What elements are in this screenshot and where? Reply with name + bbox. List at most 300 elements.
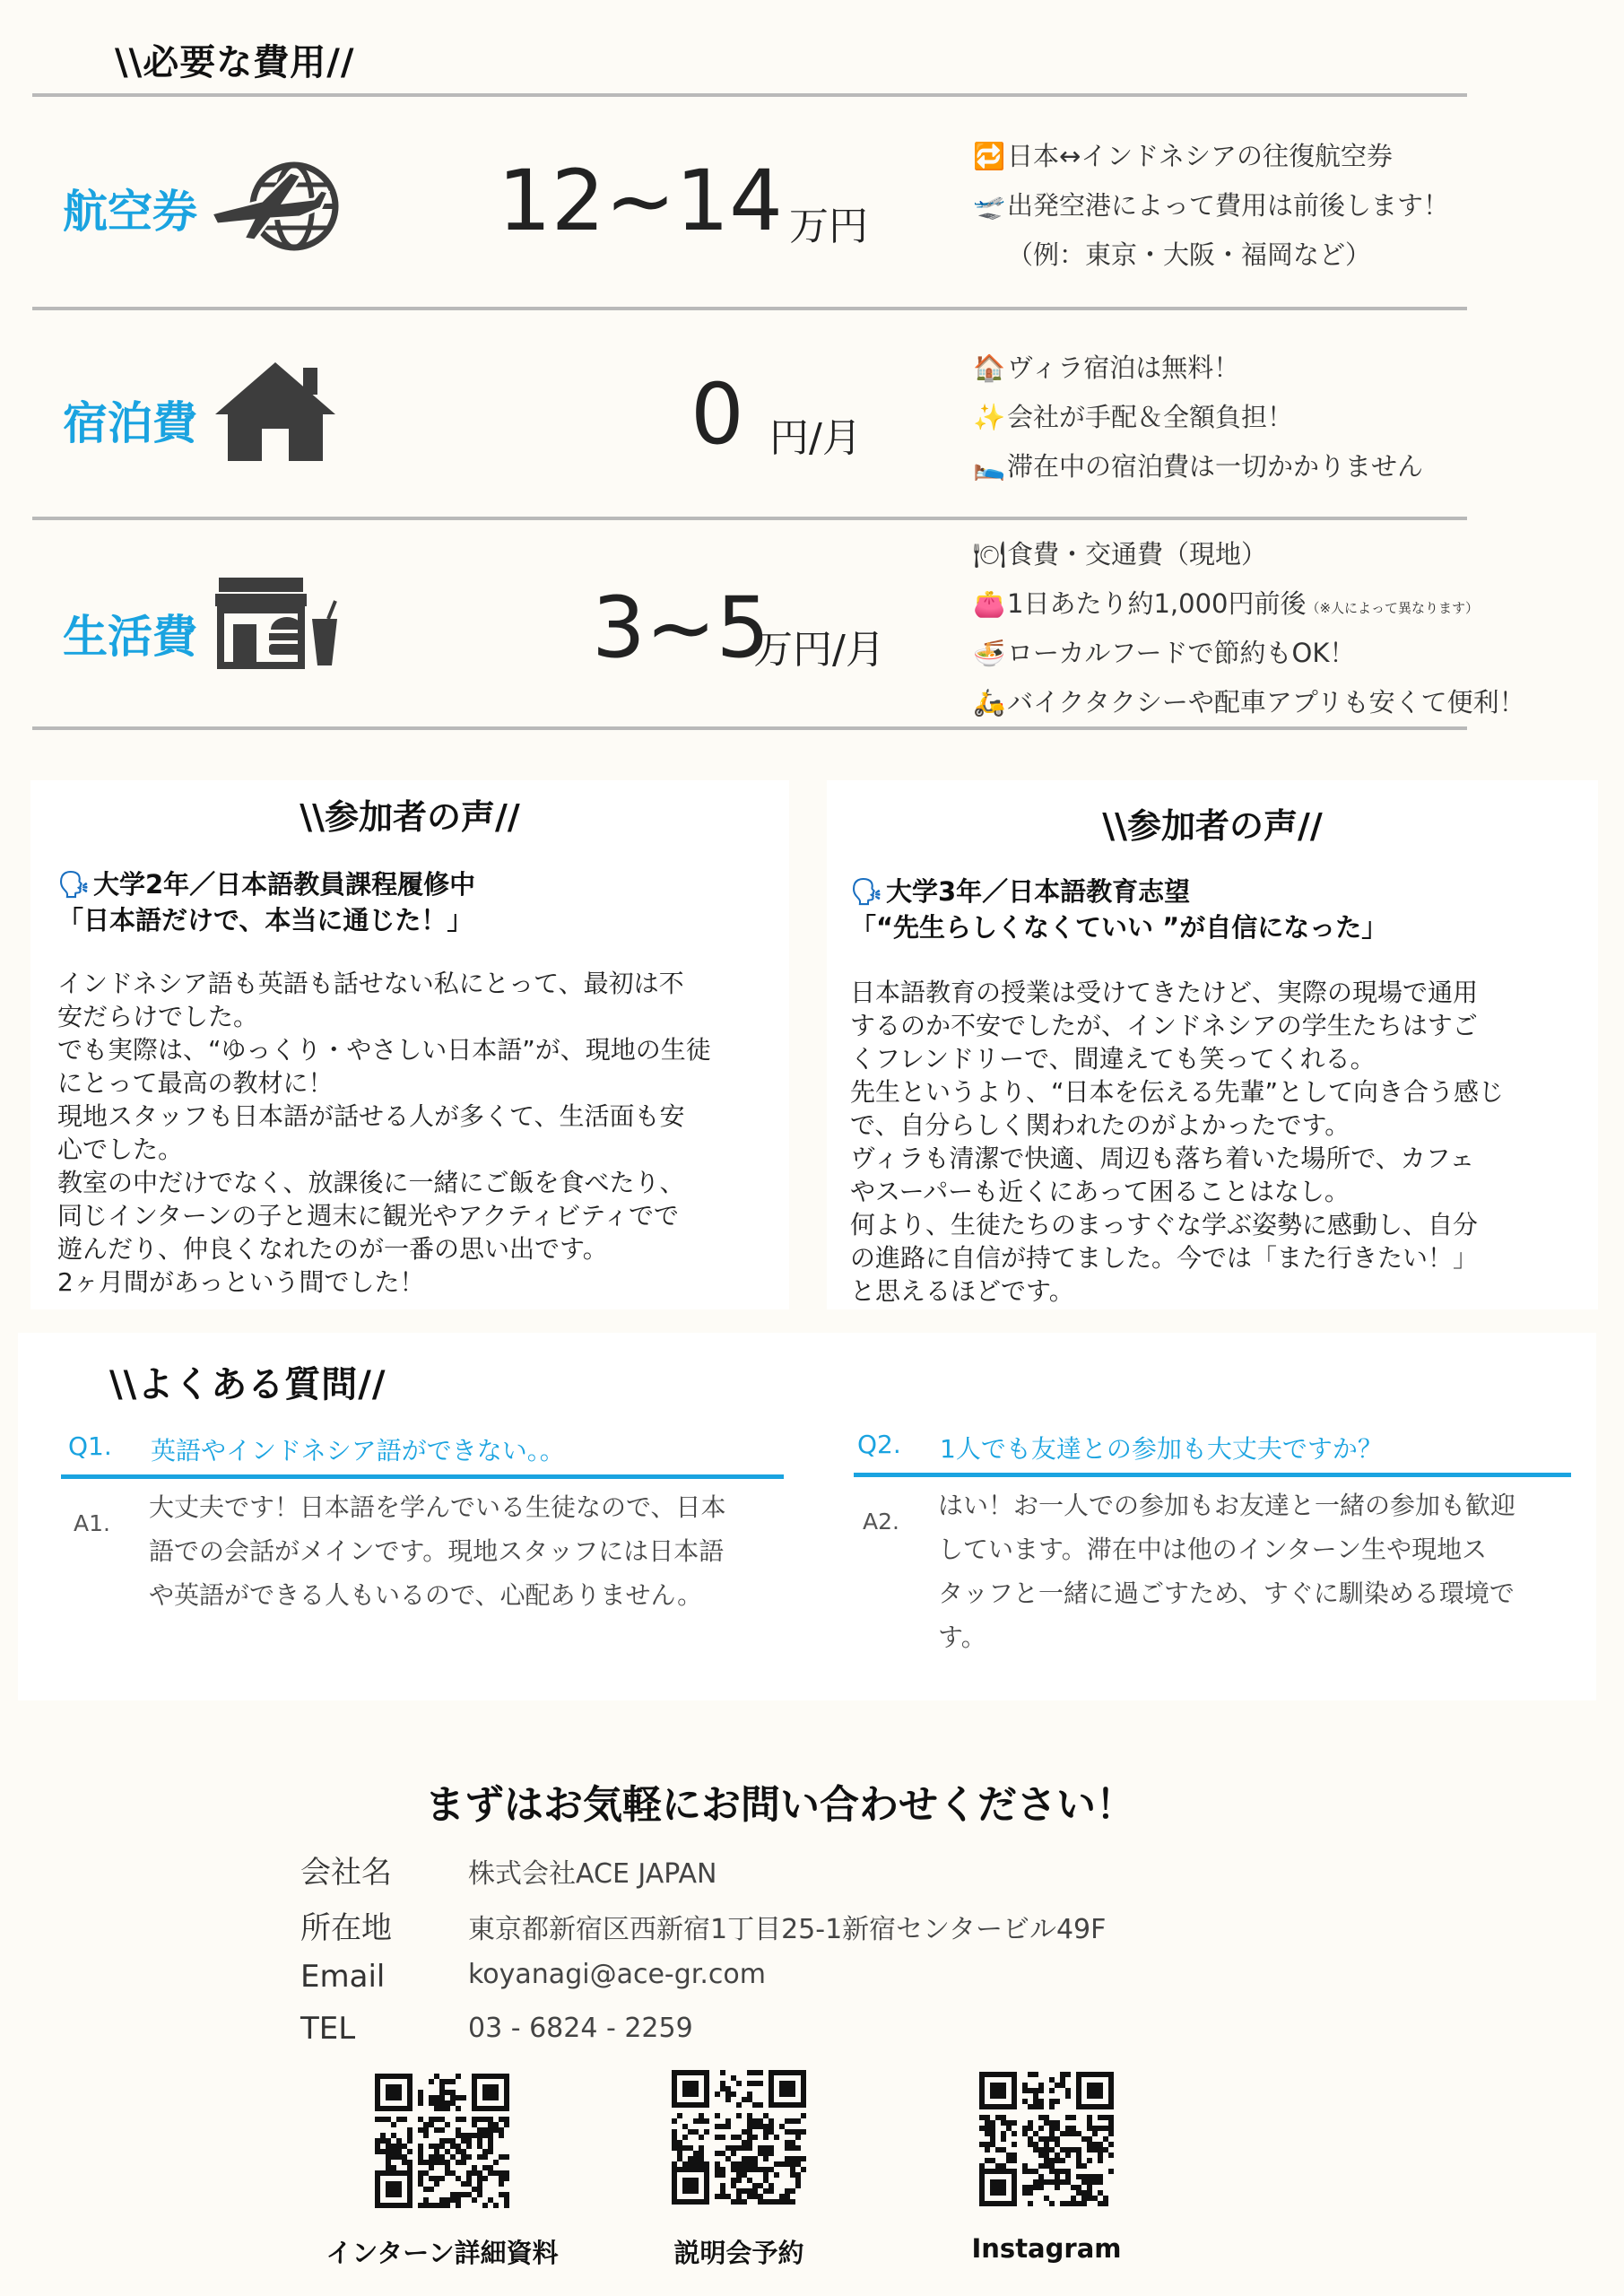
qr-module <box>699 2199 704 2205</box>
qr-module <box>699 2135 704 2140</box>
qr-module <box>472 2074 477 2079</box>
qr-module <box>396 2203 402 2208</box>
qr-module <box>472 2106 477 2111</box>
qr-module <box>391 2170 396 2176</box>
qr-module <box>1065 2131 1071 2136</box>
qr-module <box>488 2133 493 2138</box>
qr-module <box>699 2102 704 2108</box>
qr-module <box>995 2185 1001 2190</box>
qr-module <box>1087 2120 1092 2126</box>
qr-module <box>990 2169 995 2174</box>
qr-module <box>742 2097 747 2102</box>
qr-module <box>995 2147 1001 2152</box>
qr-module <box>752 2161 758 2167</box>
qr-module <box>769 2070 774 2075</box>
qr-module <box>445 2106 450 2111</box>
qr-module <box>790 2167 795 2172</box>
qr-module <box>407 2133 413 2138</box>
qr-module <box>1049 2201 1055 2206</box>
qr-module <box>1103 2147 1108 2152</box>
qr-module <box>423 2170 429 2176</box>
qr-module <box>769 2167 774 2172</box>
qr-module <box>1076 2088 1081 2093</box>
qr-module <box>731 2145 736 2151</box>
qr-module <box>785 2161 790 2167</box>
qr-module <box>1071 2115 1076 2120</box>
qr-module <box>682 2199 688 2205</box>
qr-module <box>672 2161 677 2167</box>
qr-module <box>450 2138 456 2144</box>
qr-module <box>488 2106 493 2111</box>
qr-module <box>1108 2131 1114 2136</box>
qr-module <box>386 2144 391 2149</box>
qr-module <box>445 2100 450 2106</box>
qr-module <box>688 2178 693 2183</box>
qr-module <box>758 2183 763 2188</box>
cost-unit-airfare: 万円 <box>789 204 868 249</box>
qr-module <box>1001 2115 1006 2120</box>
qr-module <box>482 2165 488 2170</box>
qr-module <box>801 2070 806 2075</box>
qr-module <box>391 2187 396 2192</box>
qr-module <box>758 2194 763 2199</box>
qr-module <box>418 2127 423 2133</box>
qr-module <box>693 2070 699 2075</box>
qr-module <box>445 2203 450 2208</box>
qr-module <box>769 2081 774 2086</box>
qr-module <box>795 2135 801 2140</box>
qr-module <box>482 2203 488 2208</box>
qr-module <box>736 2178 742 2183</box>
qr-module <box>445 2160 450 2165</box>
qr-module <box>439 2127 445 2133</box>
qr-module <box>1108 2093 1114 2099</box>
voice-card <box>30 780 789 1309</box>
qr-module <box>742 2199 747 2205</box>
qr-module <box>386 2203 391 2208</box>
qr-module <box>488 2149 493 2154</box>
qr-module <box>672 2145 677 2151</box>
qr-module <box>693 2178 699 2183</box>
qr-module <box>672 2188 677 2194</box>
qr-module <box>499 2117 504 2122</box>
qr-module <box>1108 2099 1114 2104</box>
qr-module <box>1038 2104 1044 2109</box>
qr-module <box>979 2201 985 2206</box>
qr-module <box>391 2095 396 2100</box>
qr-module <box>461 2154 466 2160</box>
qr-module <box>720 2151 725 2156</box>
qr-module <box>720 2124 725 2129</box>
qr-module <box>1001 2169 1006 2174</box>
qr-module <box>731 2092 736 2097</box>
qr-module <box>418 2095 423 2100</box>
qr-module <box>1098 2072 1103 2077</box>
qr-module <box>461 2192 466 2197</box>
qr-module <box>375 2170 380 2176</box>
qr-module <box>482 2154 488 2160</box>
qr-module <box>672 2075 677 2081</box>
qr-module <box>1028 2142 1033 2147</box>
qr-module <box>1028 2120 1033 2126</box>
qr-module <box>704 2097 709 2102</box>
qr-module <box>1012 2120 1017 2126</box>
qr-module <box>375 2117 380 2122</box>
qr-module <box>493 2095 499 2100</box>
qr-module <box>504 2122 509 2127</box>
qr-module <box>1033 2185 1038 2190</box>
qr-module <box>504 2170 509 2176</box>
qr-module <box>1049 2179 1055 2185</box>
qr-module <box>704 2172 709 2178</box>
qr-module <box>499 2170 504 2176</box>
qr-module <box>801 2167 806 2172</box>
qr-module <box>731 2178 736 2183</box>
qr-module <box>1028 2201 1033 2206</box>
qr-module <box>1098 2201 1103 2206</box>
qr-module <box>1001 2179 1006 2185</box>
qr-module <box>704 2092 709 2097</box>
qr-module <box>1103 2072 1108 2077</box>
qr-module <box>375 2149 380 2154</box>
qr-code-briefing-reservation[interactable] <box>668 2066 810 2210</box>
qr-module <box>407 2138 413 2144</box>
qr-module <box>774 2102 779 2108</box>
qr-module <box>434 2106 439 2111</box>
cost-note: 🏠ヴィラ宿泊は無料！ <box>973 352 1240 383</box>
qr-module <box>1049 2126 1055 2131</box>
qr-module <box>423 2197 429 2203</box>
qr-module <box>423 2133 429 2138</box>
qr-module <box>1081 2190 1087 2196</box>
qr-module <box>386 2090 391 2095</box>
qr-module <box>704 2081 709 2086</box>
qr-module <box>1038 2099 1044 2104</box>
qr-module <box>1049 2169 1055 2174</box>
qr-module <box>434 2160 439 2165</box>
qr-module <box>752 2102 758 2108</box>
qr-module <box>1044 2158 1049 2163</box>
qr-module <box>439 2117 445 2122</box>
qr-module <box>456 2095 461 2100</box>
qr-module <box>720 2183 725 2188</box>
qr-module <box>1022 2083 1028 2088</box>
voice-header: 🗣 大学2年／日本語教員課程履修中 「日本語だけで、本当に通じた！」 <box>57 866 775 938</box>
qr-module <box>785 2081 790 2086</box>
qr-module <box>795 2118 801 2124</box>
cost-note: 🍜ローカルフードで節約もOK！ <box>973 638 1356 668</box>
qr-module <box>461 2095 466 2100</box>
qr-module <box>688 2102 693 2108</box>
qr-module <box>752 2188 758 2194</box>
qr-module <box>493 2160 499 2165</box>
qr-module <box>429 2160 434 2165</box>
qr-module <box>979 2099 985 2104</box>
qr-module <box>1033 2142 1038 2147</box>
qr-module <box>769 2124 774 2129</box>
qr-module <box>795 2183 801 2188</box>
qr-module <box>742 2156 747 2161</box>
qr-module <box>1033 2072 1038 2077</box>
qr-module <box>434 2117 439 2122</box>
qr-module <box>1044 2147 1049 2152</box>
qr-module <box>1012 2093 1017 2099</box>
qr-module <box>1092 2179 1098 2185</box>
qr-module <box>1081 2104 1087 2109</box>
qr-module <box>672 2081 677 2086</box>
qr-module <box>1001 2131 1006 2136</box>
cost-note: 🛫出発空港によって費用は前後します！ <box>973 190 1450 221</box>
qr-module <box>720 2194 725 2199</box>
costs-title: \\必要な費用// <box>115 42 355 83</box>
qr-module <box>434 2074 439 2079</box>
qr-module <box>1012 2174 1017 2179</box>
qr-module <box>1087 2185 1092 2190</box>
qr-module <box>461 2181 466 2187</box>
qr-module <box>386 2187 391 2192</box>
qr-module <box>769 2086 774 2092</box>
qr-module <box>493 2170 499 2176</box>
qr-module <box>402 2170 407 2176</box>
qr-module <box>1055 2083 1060 2088</box>
qr-module <box>1092 2147 1098 2152</box>
qr-module <box>477 2187 482 2192</box>
qr-module <box>407 2090 413 2095</box>
qr-module <box>1001 2072 1006 2077</box>
qr-module <box>450 2090 456 2095</box>
qr-code-instagram[interactable] <box>976 2068 1117 2212</box>
qr-module <box>1076 2201 1081 2206</box>
qr-module <box>1055 2185 1060 2190</box>
qr-module <box>1001 2185 1006 2190</box>
qr-module <box>418 2117 423 2122</box>
qr-module <box>979 2093 985 2099</box>
qr-module <box>1049 2120 1055 2126</box>
qr-module <box>391 2144 396 2149</box>
qr-module <box>396 2138 402 2144</box>
qr-module <box>407 2197 413 2203</box>
qr-module <box>1108 2126 1114 2131</box>
qr-module <box>801 2092 806 2097</box>
qr-module <box>391 2192 396 2197</box>
qr-module <box>499 2106 504 2111</box>
qr-module <box>795 2156 801 2161</box>
qr-module <box>704 2178 709 2183</box>
qr-module <box>477 2138 482 2144</box>
qr-module <box>488 2090 493 2095</box>
qr-module <box>1108 2169 1114 2174</box>
qr-module <box>396 2192 402 2197</box>
qr-module <box>769 2129 774 2135</box>
qr-module <box>758 2102 763 2108</box>
qr-module <box>1065 2179 1071 2185</box>
qr-module <box>1092 2174 1098 2179</box>
qr-module <box>688 2145 693 2151</box>
qr-module <box>985 2115 990 2120</box>
qr-module <box>1012 2152 1017 2158</box>
qr-module <box>785 2156 790 2161</box>
qr-module <box>785 2102 790 2108</box>
qr-module <box>1108 2142 1114 2147</box>
qr-module <box>482 2127 488 2133</box>
repeat-icon: 🔁 <box>973 141 1006 171</box>
qr-module <box>742 2172 747 2178</box>
qr-module <box>747 2124 752 2129</box>
qr-module <box>747 2178 752 2183</box>
qr-module <box>386 2154 391 2160</box>
qr-module <box>1076 2131 1081 2136</box>
qr-module <box>985 2169 990 2174</box>
qr-module <box>752 2135 758 2140</box>
qr-module <box>990 2083 995 2088</box>
qr-code-internship-docs[interactable] <box>371 2070 513 2213</box>
qr-module <box>375 2138 380 2144</box>
divider <box>32 726 1467 730</box>
qr-module <box>407 2165 413 2170</box>
qr-module <box>677 2156 682 2161</box>
qr-module <box>747 2118 752 2124</box>
qr-module <box>472 2100 477 2106</box>
qr-module <box>693 2102 699 2108</box>
qr-module <box>407 2100 413 2106</box>
qr-module <box>1022 2169 1028 2174</box>
qr-module <box>693 2086 699 2092</box>
qr-module <box>763 2145 769 2151</box>
qr-module <box>725 2145 731 2151</box>
qr-module <box>445 2090 450 2095</box>
qr-module <box>429 2122 434 2127</box>
qr-module <box>682 2178 688 2183</box>
qr-module <box>1103 2136 1108 2142</box>
divider <box>32 307 1467 310</box>
contact-email[interactable]: koyanagi@ace-gr.com <box>468 1959 766 1990</box>
qr-module <box>466 2192 472 2197</box>
qr-module <box>990 2131 995 2136</box>
qr-module <box>979 2169 985 2174</box>
qr-module <box>1076 2072 1081 2077</box>
plane-globe-icon <box>208 154 341 255</box>
qr-module <box>1022 2190 1028 2196</box>
qr-module <box>493 2203 499 2208</box>
qr-module <box>482 2149 488 2154</box>
qr-label-internship-docs: インターン詳細資料 <box>326 2238 559 2268</box>
qr-module <box>1049 2147 1055 2152</box>
qr-module <box>693 2129 699 2135</box>
qr-module <box>688 2086 693 2092</box>
qr-module <box>396 2170 402 2176</box>
qr-module <box>1076 2099 1081 2104</box>
qr-module <box>456 2133 461 2138</box>
qr-module <box>380 2138 386 2144</box>
qr-module <box>715 2151 720 2156</box>
qr-module <box>407 2095 413 2100</box>
qr-module <box>1076 2163 1081 2169</box>
qr-module <box>488 2197 493 2203</box>
qr-module <box>488 2138 493 2144</box>
qr-module <box>477 2181 482 2187</box>
qr-module <box>418 2170 423 2176</box>
voice-body: 日本語教育の授業は受けてきたけど、実際の現場で通用 するのか不安でしたが、インドネシアの学生たちはすご くフレンドリーで、間違えても笑ってくれる。 先生というより、“日本を伝える先輩”として向き合う感じ で、自分らしく関われたのがよかったです。 ヴィラも清潔で快適、周辺も落ち着いた場所で、カフェ やスーパーも近くにあって困ることはなし。 何より、生徒たちのまっすぐな学ぶ姿勢に感動し、自分 の進路に自信が持てました。今では「また行きたい！」 と思えるほどです。 <box>850 978 1505 1306</box>
qr-module <box>688 2188 693 2194</box>
qr-module <box>1087 2104 1092 2109</box>
qr-module <box>1065 2072 1071 2077</box>
qr-module <box>1055 2126 1060 2131</box>
qr-module <box>704 2118 709 2124</box>
qr-module <box>504 2106 509 2111</box>
qr-module <box>736 2113 742 2118</box>
qr-module <box>456 2074 461 2079</box>
qr-module <box>682 2124 688 2129</box>
qr-module <box>747 2161 752 2167</box>
qr-module <box>1108 2077 1114 2083</box>
qr-module <box>418 2100 423 2106</box>
qr-module <box>801 2086 806 2092</box>
qr-module <box>1087 2179 1092 2185</box>
qr-module <box>1001 2083 1006 2088</box>
qr-module <box>1038 2147 1044 2152</box>
qr-module <box>1012 2169 1017 2174</box>
qr-module <box>493 2127 499 2133</box>
qr-module <box>682 2081 688 2086</box>
qr-module <box>990 2072 995 2077</box>
qr-module <box>429 2117 434 2122</box>
qr-module <box>477 2176 482 2181</box>
cost-note: ✨会社が手配＆全額負担！ <box>973 402 1294 432</box>
qr-module <box>466 2133 472 2138</box>
contact-label-address: 所在地 <box>300 1910 392 1946</box>
qr-module <box>985 2158 990 2163</box>
qr-module <box>472 2187 477 2192</box>
qr-module <box>1022 2163 1028 2169</box>
scooter-icon: 🛵 <box>973 687 1006 718</box>
qr-module <box>1087 2142 1092 2147</box>
qr-module <box>1103 2196 1108 2201</box>
qr-module <box>439 2095 445 2100</box>
qr-module <box>1055 2099 1060 2104</box>
qr-module <box>407 2160 413 2165</box>
qr-module <box>380 2117 386 2122</box>
qr-module <box>1092 2104 1098 2109</box>
qr-module <box>752 2183 758 2188</box>
qr-module <box>747 2070 752 2075</box>
qr-module <box>715 2113 720 2118</box>
qr-module <box>375 2074 380 2079</box>
qr-module <box>429 2203 434 2208</box>
qr-module <box>1076 2077 1081 2083</box>
qr-module <box>979 2104 985 2109</box>
qr-module <box>693 2156 699 2161</box>
qr-module <box>1012 2083 1017 2088</box>
qr-module <box>758 2070 763 2075</box>
qr-module <box>1060 2131 1065 2136</box>
qr-module <box>1028 2126 1033 2131</box>
house-icon <box>212 359 339 465</box>
qr-module <box>1049 2099 1055 2104</box>
qr-module <box>1087 2190 1092 2196</box>
qr-module <box>763 2178 769 2183</box>
qr-module <box>1076 2083 1081 2088</box>
qr-module <box>375 2176 380 2181</box>
contact-tel[interactable]: 03 - 6824 - 2259 <box>468 2013 693 2044</box>
qr-module <box>1049 2077 1055 2083</box>
qr-module <box>429 2079 434 2084</box>
contact-label-company: 会社名 <box>300 1855 392 1891</box>
qr-module <box>672 2172 677 2178</box>
qr-module <box>779 2102 785 2108</box>
qr-module <box>682 2135 688 2140</box>
qr-module <box>736 2172 742 2178</box>
qr-module <box>763 2199 769 2205</box>
